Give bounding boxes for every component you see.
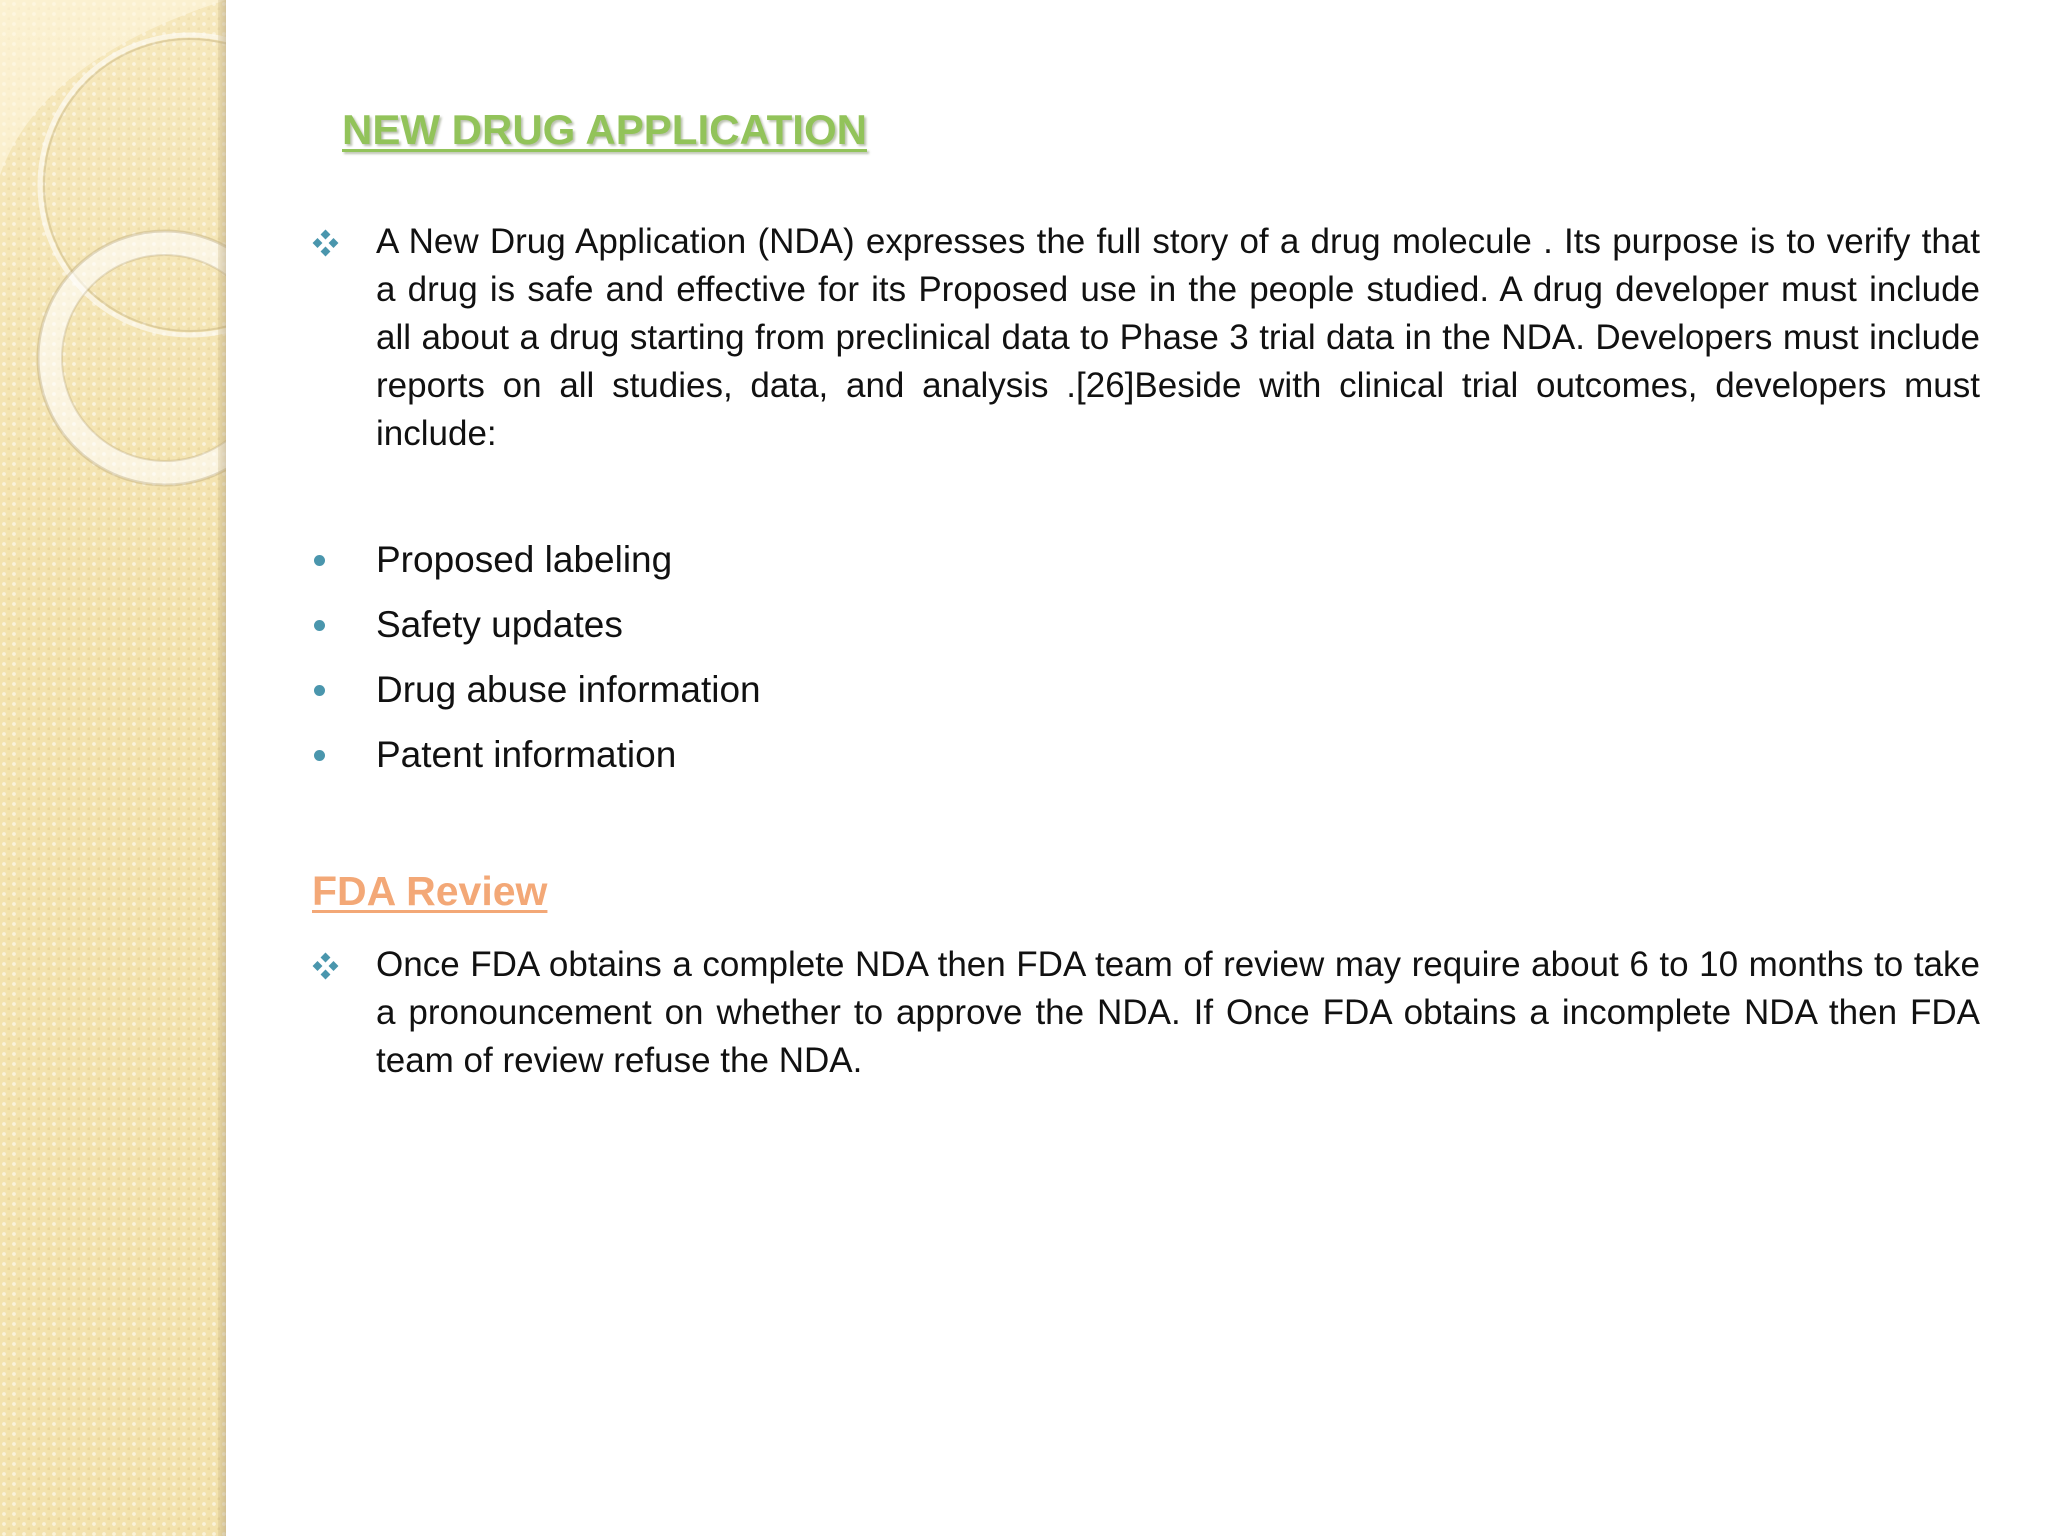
list-item-label: Proposed labeling [376, 539, 673, 580]
list-item-label: Patent information [376, 734, 677, 775]
nda-intro-paragraph: A New Drug Application (NDA) expresses the full story of a drug molecule . Its purpose is to verify that a drug is safe and effective for its Proposed use in the people studied. A drug developer must include all about a drug starting from preclinical data to Phase 3 trial data in the NDA. Developers must include reports on all studies, data, and analysis .[26]Beside with clinical trial outcomes, developers must include: [376, 222, 1980, 453]
dot-bullet-icon [314, 685, 325, 696]
diamond-bullet-icon [312, 229, 340, 257]
list-item-label: Safety updates [376, 604, 623, 645]
slide-title: NEW DRUG APPLICATION [342, 106, 867, 153]
dot-bullet-icon [314, 555, 325, 566]
diamond-bullet-icon [312, 952, 340, 980]
decorative-sidebar [0, 0, 226, 1536]
list-item-label: Drug abuse information [376, 669, 761, 710]
dot-bullet-icon [314, 620, 325, 631]
fda-review-paragraph: Once FDA obtains a complete NDA then FDA team of review may require about 6 to 10 months to take a pronouncement on whether to approve the NDA. If Once FDA obtains a incomplete NDA then FDA team of review refuse the NDA. [376, 945, 1980, 1080]
sidebar-edge [218, 0, 226, 1536]
dot-bullet-icon [314, 750, 325, 761]
fda-review-heading: FDA Review [312, 868, 548, 914]
ring-ornament [0, 0, 226, 520]
